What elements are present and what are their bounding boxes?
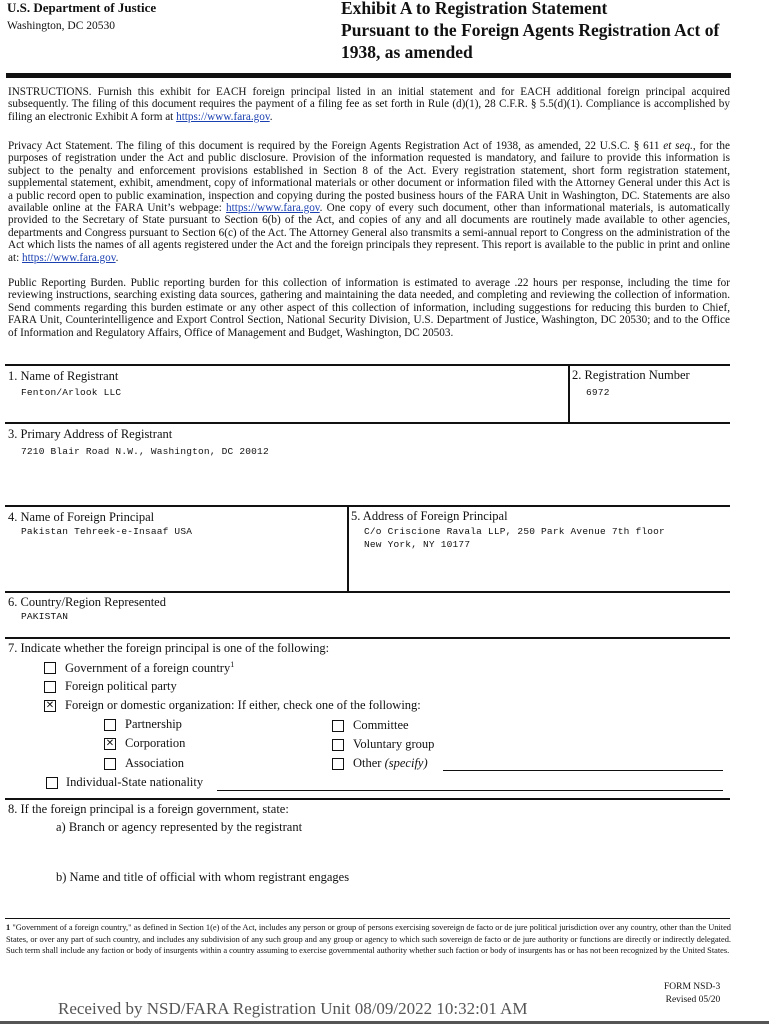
option-other-text: Other bbox=[353, 756, 385, 770]
checkbox-corporation[interactable]: ✕ bbox=[105, 738, 115, 749]
option-association-label: Association bbox=[125, 756, 185, 770]
option-partnership-label: Partnership bbox=[125, 717, 182, 731]
form-title-line2: Pursuant to the Foreign Agents Registration Act of bbox=[341, 20, 720, 40]
foreign-principal-address-line2: New York, NY 10177 bbox=[364, 539, 471, 550]
registrant-name-value: Fenton/Arlook LLC bbox=[21, 387, 122, 398]
country-label: 6. Country/Region Represented bbox=[8, 595, 166, 609]
option-government-label bbox=[65, 660, 234, 676]
public-burden-paragraph: Public Reporting Burden. Public reporting burden for this collection of information is estimated to average .22 hours per response, including the time for reviewing instructions, searching existing data sources, gathering and maintaining the data needed, and completing and reviewing the collection of information. Send comments regarding this burden estimate or any other aspect of this collection of information, including suggestions for reducing this burden to Chief, FARA Unit, Counterintelligence and Export Control Section, National Security Division, U.S. Department of Justice, Washington, DC 20530; and to the Office of Information and Regulatory Affairs, Office of Management and Budget, Washington, DC 20503. bbox=[8, 277, 730, 339]
footnote-divider bbox=[5, 918, 730, 919]
divider bbox=[5, 798, 730, 800]
checkbox-partnership[interactable] bbox=[104, 719, 116, 731]
instructions-paragraph bbox=[8, 86, 730, 123]
privacy-text-2: , for the purposes of registration under the Act and public disclosure. Provision of the information requested is mandatory, and failure to provide this information is subject to the penalty and enforcement provisions established in Section 8 of the Act. Every registration statement, short form registration statement, supplemental statement, exhibit, amendment, copy of informational materials or other document or information filed with the Attorney General under this Act is a public record open to public examination, inspection and copying during the posted business hours of the FARA Unit in Washington, DC. Statements are also available online at the FARA Unit’s webpage: bbox=[8, 140, 730, 215]
footnote bbox=[6, 922, 731, 957]
checkbox-individual-state[interactable] bbox=[46, 777, 58, 789]
form-number: FORM NSD-3 bbox=[664, 982, 721, 992]
foreign-principal-address-label: 5. Address of Foreign Principal bbox=[351, 509, 508, 523]
fara-link[interactable]: https://www.fara.gov bbox=[176, 110, 270, 123]
form-title bbox=[341, 0, 741, 63]
option-other-specify: (specify) bbox=[384, 756, 428, 770]
divider bbox=[5, 422, 730, 424]
q7-label: 7. Indicate whether the foreign principal is one of the following: bbox=[8, 641, 330, 655]
divider bbox=[5, 505, 730, 507]
q8a-label: a) Branch or agency represented by the registrant bbox=[56, 820, 303, 834]
fara-link[interactable]: https://www.fara.gov bbox=[21, 251, 116, 264]
registration-number-label: 2. Registration Number bbox=[572, 368, 690, 382]
checkbox-other[interactable] bbox=[332, 758, 344, 770]
option-political-party-label: Foreign political party bbox=[65, 679, 177, 693]
option-voluntary-group-label: Voluntary group bbox=[353, 737, 435, 751]
registrant-address-label: 3. Primary Address of Registrant bbox=[8, 427, 173, 441]
option-committee-label: Committee bbox=[353, 718, 409, 732]
foreign-principal-address-line1: C/o Criscione Ravala LLP, 250 Park Avenue 7th floor bbox=[364, 526, 665, 537]
form-title-line3: 1938, as amended bbox=[341, 42, 473, 62]
checkbox-committee[interactable] bbox=[332, 720, 344, 732]
form-id bbox=[664, 981, 720, 1007]
footnote-ref: 1 bbox=[230, 660, 235, 669]
fara-link[interactable]: https://www.fara.gov bbox=[226, 202, 320, 215]
received-stamp: Received by NSD/FARA Registration Unit 08/09/2022 10:32:01 AM bbox=[58, 999, 528, 1018]
other-specify-field[interactable] bbox=[443, 770, 723, 771]
footnote-number: 1 bbox=[6, 923, 11, 932]
form-title-line1: Exhibit A to Registration Statement bbox=[341, 0, 608, 18]
option-government-text: Government of a foreign country bbox=[65, 661, 231, 676]
foreign-principal-name-value: Pakistan Tehreek-e-Insaaf USA bbox=[21, 526, 193, 537]
checkbox-voluntary-group[interactable] bbox=[332, 739, 344, 751]
checkbox-association[interactable] bbox=[104, 758, 116, 770]
option-organization-label: Foreign or domestic organization: If either, check one of the following: bbox=[65, 698, 421, 712]
divider bbox=[5, 364, 730, 366]
checkbox-government[interactable] bbox=[44, 662, 56, 674]
instructions-text: INSTRUCTIONS. Furnish this exhibit for EACH foreign principal listed in an initial statement and for EACH additional foreign principal acquired subsequently. The filing of this document requires the payment of a filing fee as set forth in Rule (d)(1), 28 C.F.R. § 5.5(d)(1). Compliance is accomplished by filing an electronic Exhibit A form at bbox=[8, 86, 730, 123]
foreign-principal-name-label: 4. Name of Foreign Principal bbox=[8, 510, 155, 524]
privacy-et-seq: et seq. bbox=[663, 140, 693, 152]
registration-number-value: 6972 bbox=[586, 387, 610, 398]
divider bbox=[5, 591, 730, 593]
q8-label: 8. If the foreign principal is a foreign government, state: bbox=[8, 802, 289, 816]
country-value: PAKISTAN bbox=[21, 611, 69, 622]
option-other-label bbox=[353, 756, 428, 771]
header-divider bbox=[6, 73, 731, 78]
privacy-end: . bbox=[115, 251, 119, 264]
department-name: U.S. Department of Justice bbox=[7, 0, 157, 15]
privacy-text-3: . One copy of every such document, other than informational materials, is automatically provided to the Secretary of State pursuant to Section 6(b) of the Act, and copies of any and all documents are routinely made available to other agencies, departments and Congress pursuant to Section 6(c) of the Act. The Attorney General also transmits a semi-annual report to Congress on the administration of the Act which lists the names of all agents registered under the Act and the foreign principals they represent. This report is available to the public in print and online at: bbox=[8, 202, 730, 264]
footnote-text: "Government of a foreign country," as defined in Section 1(e) of the Act, includes any person or group of persons exercising sovereign de facto or de jure political jurisdiction over any country, other than the United States, or over any part of such country, and includes any subdivision of any such group and any group or agency to which such sovereign de facto or de jure authority or functions are directly or indirectly delegated. Such term shall include any faction or body of insurgents within a country assuming to exercise governmental authority whether such faction or body of insurgents has or has not been recognized by the United States. bbox=[6, 923, 731, 955]
form-revised: Revised 05/20 bbox=[665, 995, 721, 1005]
privacy-act-paragraph bbox=[8, 140, 730, 264]
checkbox-organization[interactable]: ✕ bbox=[45, 700, 55, 711]
registrant-name-label: 1. Name of Registrant bbox=[8, 369, 119, 383]
checkbox-political-party[interactable] bbox=[44, 681, 56, 693]
q8b-label: b) Name and title of official with whom registrant engages bbox=[56, 870, 350, 884]
privacy-text-1: Privacy Act Statement. The filing of this document is required by the Foreign Agents Registration Act of 1938, as amended, 22 U.S.C. § 611 bbox=[8, 140, 664, 152]
option-individual-state-label: Individual-State nationality bbox=[66, 775, 204, 789]
registrant-address-value: 7210 Blair Road N.W., Washington, DC 20012 bbox=[21, 446, 269, 457]
divider bbox=[568, 364, 570, 422]
divider bbox=[347, 505, 349, 591]
department-city: Washington, DC 20530 bbox=[7, 20, 116, 32]
divider bbox=[5, 637, 730, 639]
individual-state-field[interactable] bbox=[217, 790, 723, 791]
instructions-end: . bbox=[269, 110, 273, 123]
option-corporation-label: Corporation bbox=[125, 736, 186, 750]
